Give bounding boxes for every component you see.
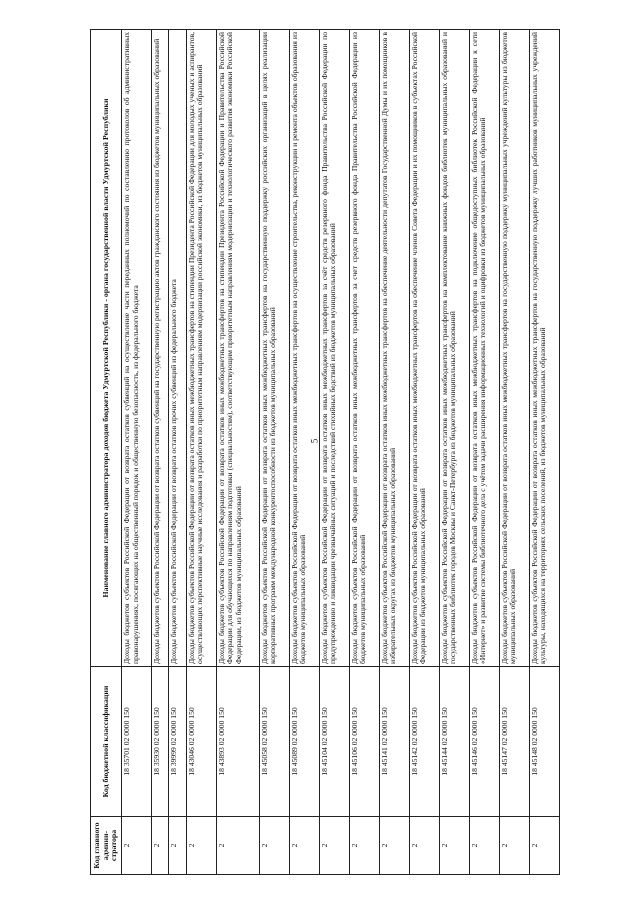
admin-code-cell: 2 bbox=[216, 817, 259, 875]
table-row bbox=[439, 30, 469, 875]
admin-code-cell: 2 bbox=[349, 817, 379, 875]
budget-code-cell: 18 43046 02 0000 150 bbox=[186, 667, 216, 817]
page-number: 5 bbox=[309, 438, 320, 444]
admin-code-cell: 2 bbox=[469, 817, 499, 875]
revenue-name-cell: Доходы бюджетов субъектов Российской Федерации от возврата остатков иных межбюджетных трансфертов на стипендии Президента Российской Федерации и Правительства Российской Федерации для обучающихся по направлениям подготовки (специальностям), соответствующим приоритетным направлениям модернизации и технологического развития экономики Российской Федерации, из бюджетов муниципальных образований bbox=[216, 30, 259, 667]
table-row bbox=[499, 30, 529, 875]
budget-code-cell: 18 45148 02 0000 150 bbox=[529, 667, 559, 817]
table-row bbox=[216, 30, 259, 875]
revenue-name-cell: Доходы бюджетов субъектов Российской Федерации от возврата остатков иных межбюджетных трансфертов на государственную поддержку муниципальных учреждений культуры из бюджетов муниципальных образований bbox=[499, 30, 529, 667]
budget-code-cell: 18 45146 02 0000 150 bbox=[469, 667, 499, 817]
table-body bbox=[122, 30, 560, 875]
header-budget-code: Код бюджетной классификации bbox=[91, 667, 122, 817]
table-row bbox=[289, 30, 319, 875]
budget-code-cell: 18 45104 02 0000 150 bbox=[319, 667, 349, 817]
revenue-name-cell: Доходы бюджетов субъектов Российской Федерации от возврата остатков субвенций на осуществление части переданных полномочий по составлению протоколов об административных правонарушениях, посягающих на общественный порядок и общественную безопасность, из федерального бюджета bbox=[122, 30, 152, 667]
admin-code-cell: 2 bbox=[186, 817, 216, 875]
table-row bbox=[349, 30, 379, 875]
admin-code-cell: 2 bbox=[439, 817, 469, 875]
table-row bbox=[186, 30, 216, 875]
admin-code-cell: 2 bbox=[529, 817, 559, 875]
table-row bbox=[409, 30, 439, 875]
table-row bbox=[469, 30, 499, 875]
admin-code-cell: 2 bbox=[379, 817, 409, 875]
table-row bbox=[122, 30, 152, 875]
budget-code-cell: 18 45058 02 0000 150 bbox=[259, 667, 289, 817]
budget-code-cell: 18 45142 02 0000 150 bbox=[409, 667, 439, 817]
table-row bbox=[152, 30, 169, 875]
table-header-row bbox=[91, 30, 122, 875]
revenue-name-cell: Доходы бюджетов субъектов Российской Федерации от возврата остатков иных межбюджетных трансфертов на государственную поддержку лучших работников муниципальных учреждений культуры, находящихся на территориях сельских поселений, из бюджетов муниципальных образований bbox=[529, 30, 559, 667]
admin-code-cell: 2 bbox=[289, 817, 319, 875]
revenue-name-cell: Доходы бюджетов субъектов Российской Федерации от возврата остатков прочих субвенций из федерального бюджета bbox=[169, 30, 186, 667]
header-name: Наименование главного администратора доходов бюджета Удмуртской Республики - органа государственной власти Удмуртской Республики bbox=[91, 30, 122, 667]
table-row bbox=[259, 30, 289, 875]
revenue-name-cell: Доходы бюджетов субъектов Российской Федерации от возврата остатков иных межбюджетных трансфертов на стипендии Президента Российской Федерации для молодых ученых и аспирантов, осуществляющих перспективные научные исследования и разработки по приоритетным направлениям модернизации российской экономики, из бюджетов муниципальных образований bbox=[186, 30, 216, 667]
budget-code-cell: 18 39999 02 0000 150 bbox=[169, 667, 186, 817]
budget-code-cell: 18 45089 02 0000 150 bbox=[289, 667, 319, 817]
rotated-table-wrapper bbox=[90, 30, 560, 875]
revenue-admin-table bbox=[90, 29, 560, 875]
admin-code-cell: 2 bbox=[409, 817, 439, 875]
revenue-name-cell: Доходы бюджетов субъектов Российской Федерации от возврата остатков иных межбюджетных трансфертов на обеспечение членов Совета Федерации и их помощников в субъектах Российской Федерации из бюджетов муниципальных образований bbox=[409, 30, 439, 667]
admin-code-cell: 2 bbox=[152, 817, 169, 875]
budget-code-cell: 18 35930 02 0000 150 bbox=[152, 667, 169, 817]
budget-code-cell: 18 43893 02 0000 150 bbox=[216, 667, 259, 817]
budget-code-cell: 18 35701 02 0000 150 bbox=[122, 667, 152, 817]
revenue-name-cell: Доходы бюджетов субъектов Российской Федерации от возврата остатков иных межбюджетных трансфертов на обеспечение деятельности депутатов Государственной Думы и их помощников в избирательных округах из бюджетов муниципальных образований bbox=[379, 30, 409, 667]
revenue-name-cell: Доходы бюджетов субъектов Российской Федерации от возврата остатков иных межбюджетных трансфертов на осуществление строительства, реконструкции и ремонта объектов образования из бюджетов муниципальных образований bbox=[289, 30, 319, 667]
revenue-name-cell: Доходы бюджетов субъектов Российской Федерации от возврата остатков иных межбюджетных трансфертов на комплектование книжных фондов библиотек муниципальных образований и государственных библиотек городов Москвы и Санкт-Петербурга из бюджетов муниципальных образований bbox=[439, 30, 469, 667]
admin-code-cell: 2 bbox=[122, 817, 152, 875]
header-admin-code: Код главного админи-стратора bbox=[91, 817, 122, 875]
table-row bbox=[169, 30, 186, 875]
budget-code-cell: 18 45141 02 0000 150 bbox=[379, 667, 409, 817]
budget-code-cell: 18 45144 02 0000 150 bbox=[439, 667, 469, 817]
revenue-name-cell: Доходы бюджетов субъектов Российской Федерации от возврата остатков субвенций на государственную регистрацию актов гражданского состояния из бюджетов муниципальных образований bbox=[152, 30, 169, 667]
revenue-name-cell: Доходы бюджетов субъектов Российской Федерации от возврата остатков иных межбюджетных трансфертов за счет средств резервного фонда Правительства Российской Федерации из бюджетов муниципальных образований bbox=[349, 30, 379, 667]
table-row bbox=[319, 30, 349, 875]
revenue-name-cell: Доходы бюджетов субъектов Российской Федерации от возврата остатков иных межбюджетных трансфертов за счёт средств резервного фонда Правительства Российской Федерации по предупреждению и ликвидации чрезвычайных ситуаций и последствий стихийных бедствий из бюджетов муниципальных образований bbox=[319, 30, 349, 667]
table-row bbox=[529, 30, 559, 875]
admin-code-cell: 2 bbox=[169, 817, 186, 875]
budget-code-cell: 18 45106 02 0000 150 bbox=[349, 667, 379, 817]
table-row bbox=[379, 30, 409, 875]
admin-code-cell: 2 bbox=[319, 817, 349, 875]
revenue-name-cell: Доходы бюджетов субъектов Российской Федерации от возврата остатков иных межбюджетных трансфертов на подключение общедоступных библиотек Российской Федерации к сети «Интернет» и развитие системы библиотечного дела с учётом задачи расширения информационных технологий и оцифровки из бюджетов муниципальных образований bbox=[469, 30, 499, 667]
budget-code-cell: 18 45147 02 0000 150 bbox=[499, 667, 529, 817]
revenue-name-cell: Доходы бюджетов субъектов Российской Федерации от возврата остатков иных межбюджетных трансфертов на государственную поддержку российских организаций в целях реализации корпоративных программ международной конкурентоспособности из бюджетов муниципальных образований bbox=[259, 30, 289, 667]
admin-code-cell: 2 bbox=[259, 817, 289, 875]
admin-code-cell: 2 bbox=[499, 817, 529, 875]
